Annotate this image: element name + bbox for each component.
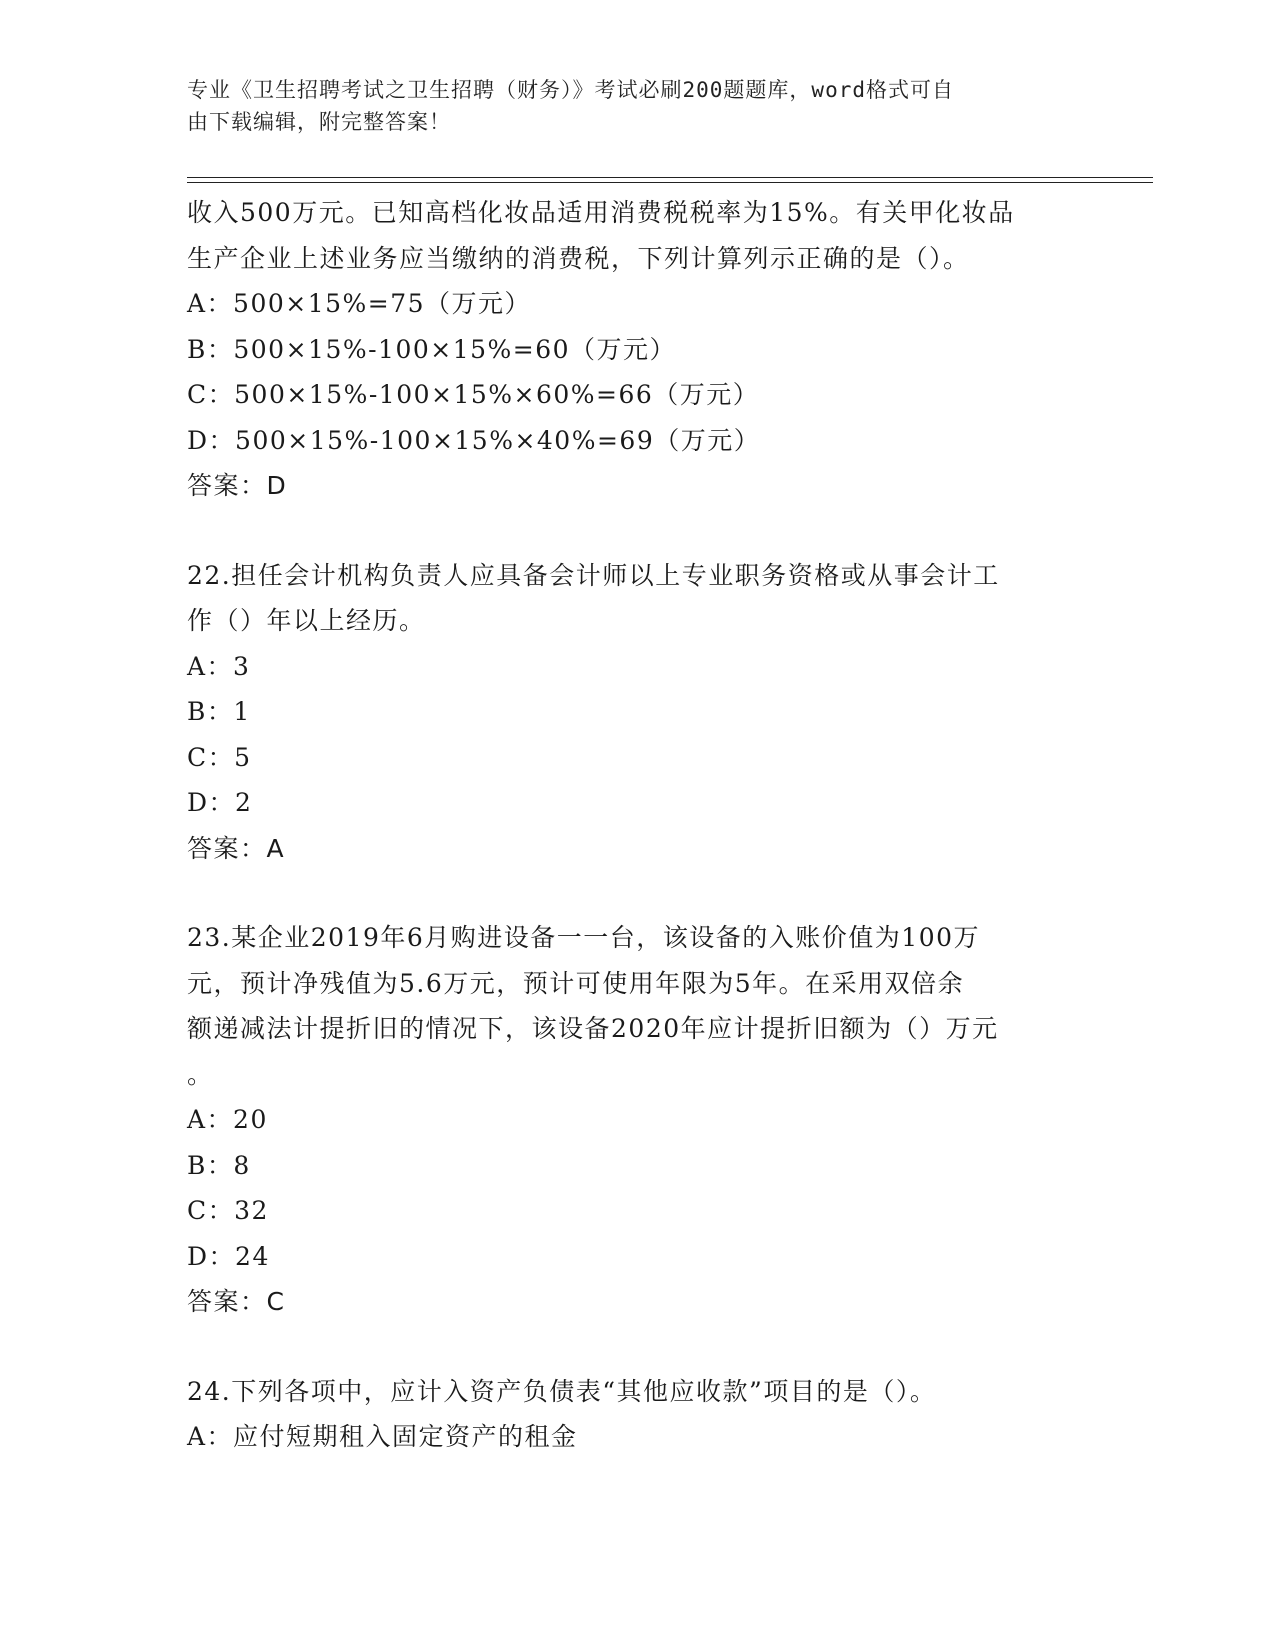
option-d: D：24 [187, 1241, 270, 1271]
option-c: C：500×15%-100×15%×60%=66（万元） [187, 380, 760, 409]
header-line-1: 专业《卫生招聘考试之卫生招聘（财务）》考试必刷200题题库，word格式可自 [187, 78, 954, 102]
question-stem-line: 生产企业上述业务应当缴纳的消费税，下列计算列示正确的是（）。 [187, 243, 970, 273]
question-stem-line: 元，预计净残值为5.6万元，预计可使用年限为5年。在采用双倍余 [187, 968, 965, 998]
question-stem-line: 。 [187, 1059, 214, 1089]
option-a: A：应付短期租入固定资产的租金 [187, 1422, 578, 1451]
question-22 [187, 553, 1087, 872]
option-b: B：8 [187, 1150, 251, 1180]
question-spacer [187, 1325, 1087, 1369]
option-a: A：500×15%=75（万元） [187, 289, 532, 318]
option-c: C：32 [187, 1196, 269, 1225]
question-stem-line: 额递减法计提折旧的情况下，该设备2020年应计提折旧额为（）万元 [187, 1014, 999, 1043]
answer-line: 答案：A [187, 833, 286, 863]
answer-line: 答案：C [187, 1287, 286, 1316]
header-divider-bottom [187, 182, 1153, 183]
question-spacer [187, 509, 1087, 553]
document-header [187, 74, 1067, 138]
question-24 [187, 1369, 1087, 1460]
header-divider-top [187, 177, 1153, 178]
question-stem-line: 23.某企业2019年6月购进设备一一台，该设备的入账价值为100万 [187, 923, 981, 952]
question-23 [187, 915, 1087, 1325]
option-d: D：500×15%-100×15%×40%=69（万元） [187, 425, 761, 455]
answer-line: 答案：D [187, 471, 288, 500]
question-stem-line: 作（）年以上经历。 [187, 606, 426, 635]
option-d: D：2 [187, 788, 253, 817]
question-list [187, 190, 1087, 1460]
question-stem-line: 24.下列各项中，应计入资产负债表“其他应收款”项目的是（）。 [187, 1376, 937, 1406]
option-b: B：500×15%-100×15%=60（万元） [187, 334, 677, 364]
option-b: B：1 [187, 697, 251, 726]
header-line-2: 由下载编辑，附完整答案！ [187, 110, 451, 134]
question-stem-line: 22.担任会计机构负责人应具备会计师以上专业职务资格或从事会计工 [187, 560, 1000, 590]
option-c: C：5 [187, 742, 252, 772]
option-a: A：20 [187, 1105, 268, 1134]
option-a: A：3 [187, 651, 251, 681]
question-spacer [187, 871, 1087, 915]
question-21 [187, 190, 1087, 509]
question-stem-line: 收入500万元。已知高档化妆品适用消费税税率为15%。有关甲化妆品 [187, 198, 1015, 227]
